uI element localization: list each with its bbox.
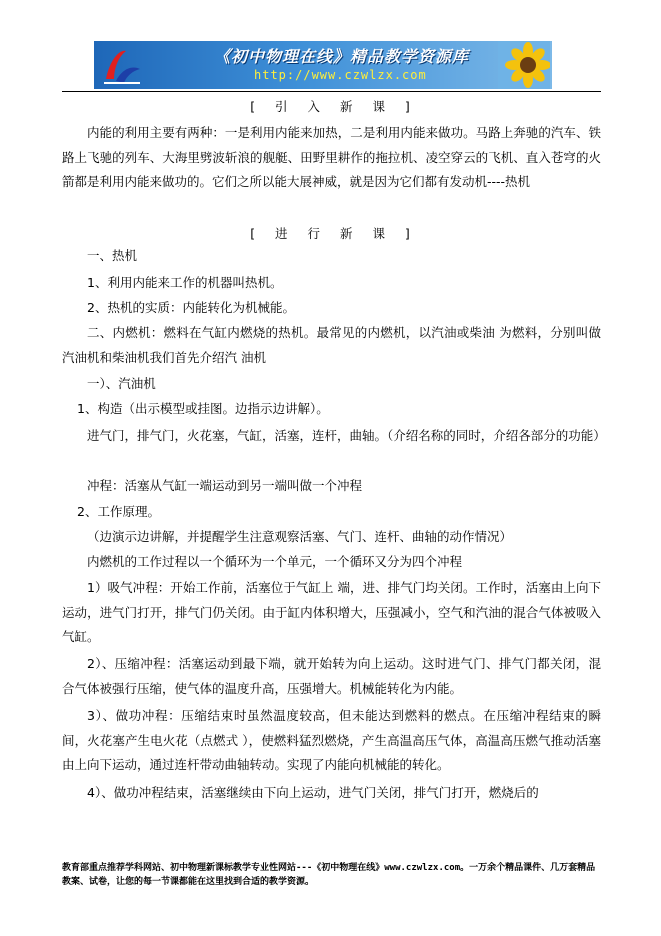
- point-1: 1、利用内能来工作的机器叫热机。: [87, 275, 283, 290]
- principle-heading: 2、工作原理。: [77, 504, 160, 519]
- heading-gasoline-engine: 一）、汽油机: [87, 376, 156, 391]
- intro-paragraph: 内能的利用主要有两种：一是利用内能来加热，二是利用内能来做功。马路上奔驰的汽车、铁路上飞驰的列车、大海里劈波斩浪的舰艇、田野里耕作的拖拉机、凌空穿云的飞机、直入苍穹的火箭都是利用内能来做功的。它们之所以能大展神威，就是因为它们都有发动机----热机: [62, 125, 601, 189]
- lesson-heading: [ 进 行 新 课 ]: [250, 226, 411, 241]
- intake-stroke: 1）吸气冲程：开始工作前，活塞位于气缸上 端，进、排气门均关闭。工作时，活塞由上向下运动，进气门打开，排气门仍关闭。由于缸内体积增大，压强减小，空气和汽油的混合气体被吸入气缸。: [62, 580, 601, 644]
- cycle-description: 内燃机的工作过程以一个循环为一个单元，一个循环又分为四个冲程: [87, 554, 463, 569]
- header-divider: [62, 91, 601, 92]
- structure-heading: 1、构造（出示模型或挂图。边指示边讲解）。: [77, 401, 329, 416]
- banner-title: 《初中物理在线》精品教学资源库: [214, 47, 470, 66]
- footer-note: 教育部重点推荐学科网站、初中物理新课标教学专业性网站---《初中物理在线》www.czwlzx.com。一万余个精品课件、几万套精品教案、试卷，让您的每一节课都能在这里找到合适的教学资源。: [62, 863, 596, 887]
- compression-stroke: 2）、压缩冲程：活塞运动到最下端，就开始转为向上运动。这时进气门、排气门都关闭，混合气体被强行压缩，使气体的温度升高，压强增大。机械能转化为内能。: [62, 656, 601, 696]
- heading-heat-engine: 一、热机: [87, 248, 138, 263]
- structure-parts: 进气门，排气门，火花塞，气缸，活塞，连杆，曲轴。（介绍名称的同时，介绍各部分的功能）: [87, 428, 606, 443]
- intro-heading: [ 引 入 新 课 ]: [250, 99, 411, 114]
- header-banner: [94, 41, 552, 89]
- sunflower-icon: [498, 41, 550, 89]
- stroke-definition: 冲程：活塞从气缸一端运动到另一端叫做一个冲程: [87, 478, 363, 493]
- point-2: 2、热机的实质：内能转化为机械能。: [87, 300, 295, 315]
- principle-note: （边演示边讲解，并提醒学生注意观察活塞、气门、连杆、曲轴的动作情况）: [87, 529, 513, 544]
- exhaust-stroke: 4）、做功冲程结束，活塞继续由下向上运动，进气门关闭，排气门打开，燃烧后的: [87, 785, 539, 800]
- power-stroke: 3）、做功冲程：压缩结束时虽然温度较高，但未能达到燃料的燃点。在压缩冲程结束的瞬间，火花塞产生电火花（点燃式 ），使燃料猛烈燃烧，产生高温高压气体，高温高压燃气推动活塞由上向下运动，通过连杆带动曲轴转动。实现了内能向机械能的转化。: [62, 708, 601, 772]
- banner-url[interactable]: http://www.czwlzx.com: [254, 68, 427, 82]
- internal-combustion-definition: 二、内燃机：燃料在气缸内燃烧的热机。最常见的内燃机，以汽油或柴油 为燃料，分别叫做汽油机和柴油机我们首先介绍汽 油机: [62, 325, 601, 365]
- logo-icon: [100, 43, 144, 87]
